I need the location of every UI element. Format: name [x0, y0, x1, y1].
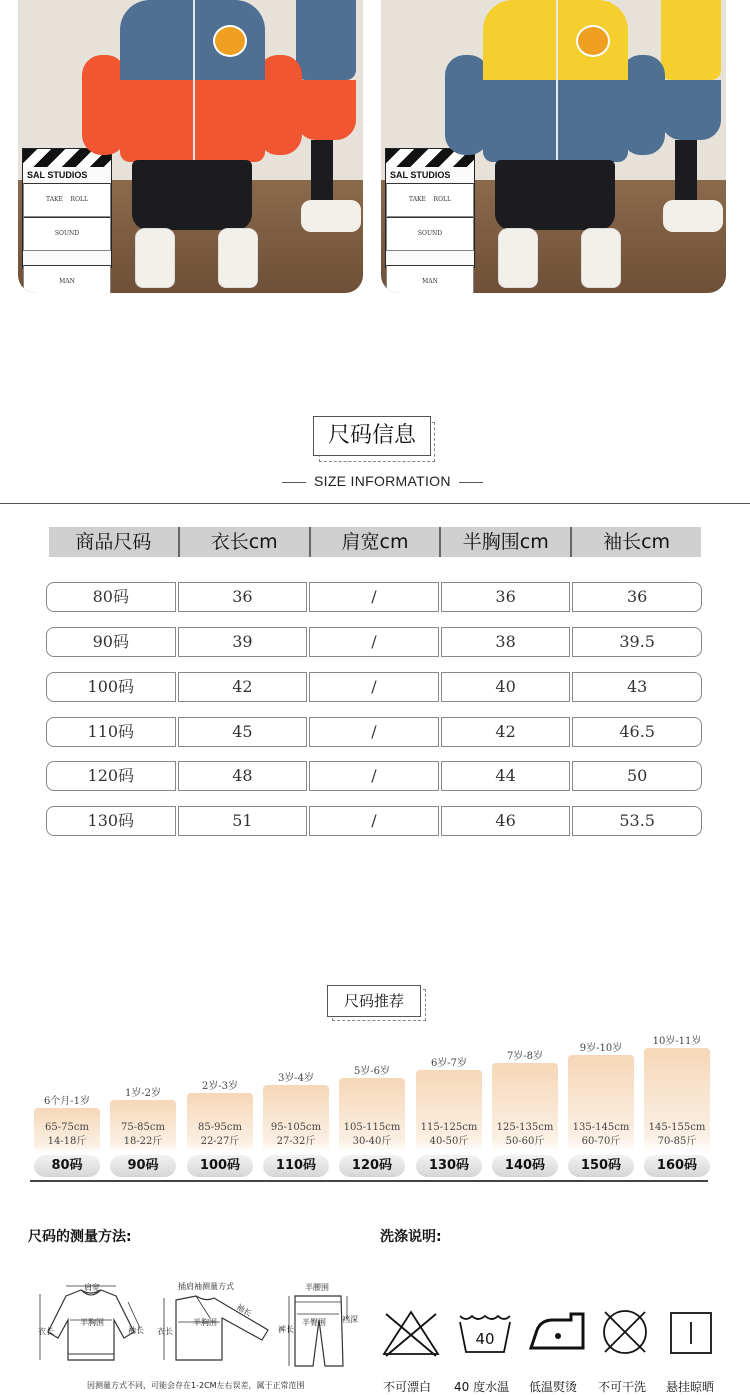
height-range-label: 105-115cm — [343, 1122, 401, 1133]
size-pill: 120码 — [339, 1155, 405, 1177]
recommend-title: 尺码推荐 — [327, 985, 421, 1017]
cell-chest: 42 — [441, 717, 571, 747]
cell-shoulder: / — [309, 672, 439, 702]
header-size: 商品尺码 — [49, 527, 178, 557]
care-label: 悬挂晾晒 — [666, 1380, 715, 1394]
cell-chest: 44 — [441, 761, 571, 791]
bear-patch-icon — [576, 25, 610, 57]
size-pill: 130码 — [416, 1155, 482, 1177]
height-range-label: 85-95cm — [198, 1122, 242, 1133]
age-range-label: 6岁-7岁 — [430, 1058, 468, 1069]
height-range-label: 75-85cm — [121, 1122, 165, 1133]
cell-sleeve: 36 — [572, 582, 702, 612]
table-row — [46, 761, 702, 791]
size-pill: 150码 — [568, 1155, 634, 1177]
wash-title: 洗涤说明: — [380, 1229, 442, 1245]
pants-waist-label: 半腰围 — [305, 1283, 329, 1292]
weight-range-label: 50-60斤 — [505, 1136, 545, 1147]
clapper-take: TAKE ROLL — [386, 183, 474, 217]
care-label: 低温熨烫 — [529, 1380, 578, 1394]
cell-sleeve: 46.5 — [572, 717, 702, 747]
cell-shoulder: / — [309, 627, 439, 657]
table-row — [46, 582, 702, 612]
cell-length: 42 — [178, 672, 308, 702]
raglan-length-label: 衣长 — [157, 1327, 173, 1336]
height-range-label: 95-105cm — [270, 1122, 322, 1133]
height-range-label: 65-75cm — [45, 1122, 89, 1133]
clapper-sound: SOUND — [23, 217, 111, 251]
age-range-label: 9岁-10岁 — [579, 1043, 623, 1054]
shirt-length-label: 衣长 — [38, 1327, 54, 1336]
pants-length-label: 裤长 — [278, 1325, 294, 1334]
table-row — [46, 627, 702, 657]
cell-length: 36 — [178, 582, 308, 612]
care-label: 40 度水温 — [454, 1380, 510, 1394]
table-row — [46, 806, 702, 836]
raglan-caption: 插肩袖测量方式 — [178, 1282, 234, 1291]
age-range-label: 2岁-3岁 — [201, 1081, 239, 1092]
cell-size: 100码 — [46, 672, 176, 702]
header-length: 衣长cm — [180, 527, 309, 557]
table-row — [46, 717, 702, 747]
cell-size: 110码 — [46, 717, 176, 747]
size-pill: 80码 — [34, 1155, 100, 1177]
shirt-chest-label: 半胸围 — [80, 1318, 104, 1327]
cell-size: 130码 — [46, 806, 176, 836]
cell-chest: 36 — [441, 582, 571, 612]
pants-rise-label: 裆深 — [342, 1315, 358, 1324]
section-divider — [0, 503, 750, 504]
age-range-label: 5岁-6岁 — [353, 1066, 391, 1077]
size-pill: 90码 — [110, 1155, 176, 1177]
size-table-header — [49, 527, 701, 557]
cell-length: 39 — [178, 627, 308, 657]
jacket-zipper — [193, 0, 195, 162]
chart-baseline — [30, 1180, 708, 1182]
size-pill: 110码 — [263, 1155, 329, 1177]
cell-size: 90码 — [46, 627, 176, 657]
product-photo-left — [18, 0, 363, 293]
pants-diagram — [285, 1286, 355, 1370]
cell-length: 48 — [178, 761, 308, 791]
cell-sleeve: 50 — [572, 761, 702, 791]
clapper-text: SAL STUDIOS — [390, 170, 451, 180]
weight-range-label: 30-40斤 — [352, 1136, 392, 1147]
age-range-label: 7岁-8岁 — [506, 1051, 544, 1062]
size-pill: 160码 — [644, 1155, 710, 1177]
cell-chest: 40 — [441, 672, 571, 702]
clapper-scene: MAN — [23, 265, 111, 293]
cell-chest: 46 — [441, 806, 571, 836]
no-dry-clean-icon — [599, 1306, 651, 1358]
clapper-text: SAL STUDIOS — [27, 170, 88, 180]
weight-range-label: 40-50斤 — [429, 1136, 469, 1147]
no-bleach-icon — [380, 1308, 442, 1358]
size-info-title: 尺码信息 — [313, 416, 431, 456]
care-label: 不可漂白 — [383, 1380, 432, 1394]
size-pill: 140码 — [492, 1155, 558, 1177]
shirt-sleeve-label: 袖长 — [128, 1326, 144, 1335]
raglan-diagram — [158, 1292, 278, 1366]
size-pill: 100码 — [187, 1155, 253, 1177]
cell-shoulder: / — [309, 582, 439, 612]
cell-size: 120码 — [46, 761, 176, 791]
hang-dry-icon — [668, 1310, 714, 1356]
table-row — [46, 672, 702, 702]
age-range-label: 1岁-2岁 — [124, 1088, 162, 1099]
wash-40-icon — [456, 1310, 514, 1356]
main-kid — [80, 0, 305, 293]
cell-length: 45 — [178, 717, 308, 747]
cell-chest: 38 — [441, 627, 571, 657]
weight-range-label: 18-22斤 — [123, 1136, 163, 1147]
weight-range-label: 22-27斤 — [200, 1136, 240, 1147]
raglan-sleeve-label: 袖长 — [234, 1302, 254, 1319]
shirt-shoulder-label: 肩宽 — [84, 1283, 100, 1292]
clapper-take: TAKE ROLL — [23, 183, 111, 217]
measure-title: 尺码的测量方法: — [28, 1229, 132, 1245]
clapper-scene: MAN — [386, 265, 474, 293]
cell-shoulder: / — [309, 806, 439, 836]
cell-sleeve: 53.5 — [572, 806, 702, 836]
care-label: 不可干洗 — [598, 1380, 647, 1394]
age-range-label: 6个月-1岁 — [43, 1096, 91, 1107]
weight-range-label: 27-32斤 — [276, 1136, 316, 1147]
height-range-label: 125-135cm — [496, 1122, 554, 1133]
clapper-sound: SOUND — [386, 217, 474, 251]
header-sleeve: 袖长cm — [572, 527, 701, 557]
cell-shoulder: / — [309, 717, 439, 747]
size-info-subtitle: SIZE INFORMATION — [274, 473, 491, 489]
age-range-label: 10岁-11岁 — [652, 1036, 702, 1047]
age-range-label: 3岁-4岁 — [277, 1073, 315, 1084]
cell-shoulder: / — [309, 761, 439, 791]
cell-length: 51 — [178, 806, 308, 836]
height-range-label: 115-125cm — [420, 1122, 478, 1133]
pants-hip-label: 半臀围 — [302, 1318, 326, 1327]
weight-range-label: 70-85斤 — [657, 1136, 697, 1147]
product-photo-right — [381, 0, 726, 293]
jacket-zipper — [556, 0, 558, 162]
low-iron-icon — [527, 1308, 587, 1354]
cell-sleeve: 43 — [572, 672, 702, 702]
raglan-chest-label: 半胸围 — [193, 1318, 217, 1327]
main-kid — [443, 0, 668, 293]
cell-size: 80码 — [46, 582, 176, 612]
header-shoulder: 肩宽cm — [311, 527, 440, 557]
weight-range-label: 14-18斤 — [47, 1136, 87, 1147]
height-range-label: 145-155cm — [648, 1122, 706, 1133]
measure-note: 因测量方式不同，可能会存在1-2CM左右误差，属于正常范围 — [87, 1381, 305, 1390]
weight-range-label: 60-70斤 — [581, 1136, 621, 1147]
bear-patch-icon — [213, 25, 247, 57]
wash-temp: 40 — [475, 1330, 495, 1348]
header-chest: 半胸围cm — [441, 527, 570, 557]
cell-sleeve: 39.5 — [572, 627, 702, 657]
height-range-label: 135-145cm — [572, 1122, 630, 1133]
